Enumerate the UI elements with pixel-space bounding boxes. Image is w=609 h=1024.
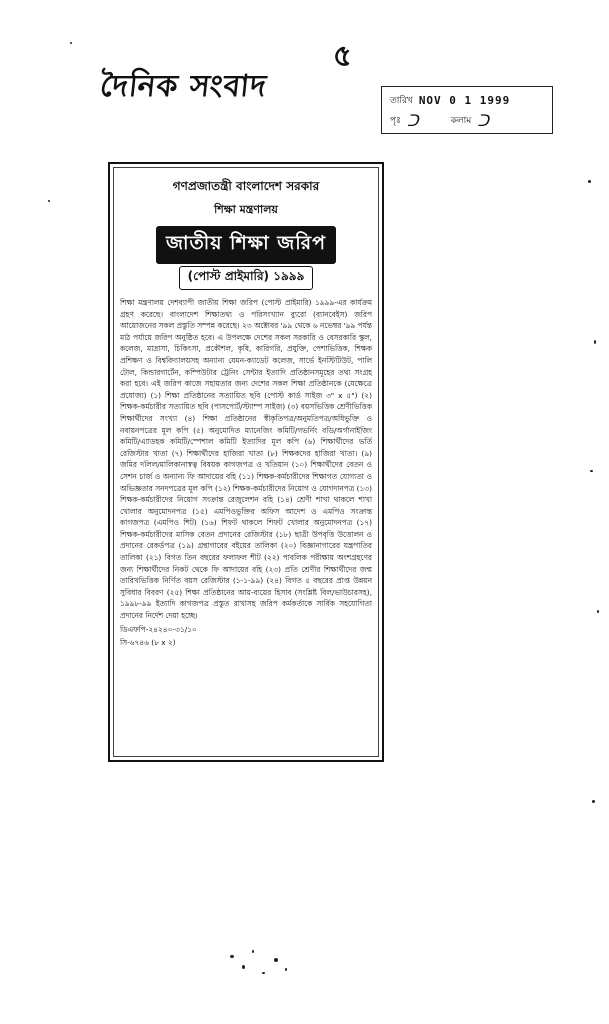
scan-speck [262, 972, 265, 974]
scan-speck [48, 200, 50, 202]
stamp-date-label: তারিখ [390, 95, 413, 106]
notice-title-block [120, 226, 372, 290]
notice-title: জাতীয় শিক্ষা জরিপ [156, 226, 336, 264]
notice-clipping [108, 162, 384, 762]
notice-ministry: শিক্ষা মন্ত্রণালয় [214, 203, 278, 216]
stamp-date-value: NOV 0 1 1999 [418, 93, 511, 107]
notice-content [120, 174, 372, 750]
notice-body: শিক্ষা মন্ত্রণালয় দেশব্যাপী জাতীয় শিক্ষা জরিপ (পোস্ট প্রাইমারি) ১৯৯৯-এর কার্যক্রম গ্রহণ করেছে। বাংলাদেশ শিক্ষাতথ্য ও পরিসংখ্যান ব্যুরো (ব্যানবেইস) জরিপ আয়োজনের সকল প্রস্তুতি সম্পন্ন করেছে। ২৩ অক্টোবর '৯৯ থেকে ৬ নভেম্বর '৯৯ পর্যন্ত মাঠ পর্যায়ে জরিপ অনুষ্ঠিত হবে। এ উপলক্ষে দেশের সকল সরকারি ও বেসরকারি স্কুল, কলেজ, মাদ্রাসা, চিকিৎসা, প্রকৌশল, কৃষি, কারিগরি, প্রযুক্তি, পেশাভিত্তিক, শিক্ষক প্রশিক্ষণ ও বিশ্ববিদ্যালয়সহ অন্যান্য যেমন-ক্যাডেট কলেজ, সার্ভে ইনস্টিটিউট, পালি টোল, কিন্ডারগার্টেন, কম্পিউটার ট্রেনিং সেন্টার ইত্যাদি প্রতিষ্ঠানসমূহের তথ্য সংগ্রহ করা হবে। এই জরিপ কাজে সহায়তার জন্য দেশের সকল শিক্ষা প্রতিষ্ঠানকে (যেক্ষেত্রে প্রযোজ্য) (১) শিক্ষা প্রতিষ্ঠানের সত্যায়িত ছবি (পোস্ট কার্ড সাইজ ৩" x ৫") (২) শিক্ষক-কর্মচারীর সত্যায়িত ছবি (পাসপোর্ট/স্ট্যাম্প সাইজ) (৩) বয়সভিত্তিক শ্রেণীভিত্তিক শিক্ষার্থীদের সংখ্যা (৪) শিক্ষা প্রতিষ্ঠানের স্বীকৃতিপত্র/অনুমতিপত্র/অধিভুক্তি ও নবায়নপত্রের মূল কপি (৫) অনুমোদিত ম্যানেজিং কমিটি/গভর্নিং বডি/অর্গানাইজিং কমিটি/এ্যাডহক কমিটি/স্পেশাল কমিটি ইত্যাদির মূল কপি (৬) শিক্ষার্থীদের ভর্তি রেজিস্টার খাতা (৭) শিক্ষার্থীদের হাজিরা খাতা (৮) শিক্ষকদের হাজিরা খাতা। (৯) জমির দলিল/মালিকানাস্বত্ব বিষয়ক কাগজপত্র ও খতিয়ান (১০) শিক্ষার্থীদের বেতন ও সেশন চার্জ ও অন্যান্য ফি আদায়ের বহি (১১) শিক্ষক-কর্মচারীদের শিক্ষাগত যোগ্যতা ও অভিজ্ঞতার সনদপত্রের মূল কপি (১২) শিক্ষক-কর্মচারীদের নিয়োগ ও যোগদানপত্র (১৩) শিক্ষক-কর্মচারীদের নিয়োগ সংক্রান্ত রেজুলেশন বহি (১৪) শ্রেণী শাখা থাকলে শাখা খোলার অনুমোদনপত্র (১৫) এমপিওভুক্তির অফিস আদেশ ও এমপিও সংক্রান্ত কাগজপত্র (এমপিও শিট) (১৬) শিফট থাকলে শিফট খোলার অনুমোদনপত্র (১৭) শিক্ষক-কর্মচারীদের মাসিক বেতন প্রদানের রেজিস্টার (১৮) ছাত্রী উপবৃত্তি উত্তোলন ও প্রদানের রেকর্ডপত্র (১৯) গ্রন্থাগারের বইয়ের তালিকা (২০) বিজ্ঞানাগারের যন্ত্রপাতির তালিকা (২১) বিগত তিন বছরের ফলাফল শীট (২২) পাবলিক পরীক্ষায় অংশগ্রহণের জন্য শিক্ষার্থীদের নিকট থেকে ফি আদায়ের বহি (২৩) প্রতি শ্রেণীর শিক্ষার্থীদের জন্ম তারিখভিত্তিক নির্ণিত বয়স রেজিস্টার (১-১-৯৯) (২৪) বিগত ৫ বছরের প্রাপ্ত উন্নয়ন সুবিধার বিবরণ (২৫) শিক্ষা প্রতিষ্ঠানের আয়-ব্যয়ের হিসাব (সংশ্লিষ্ট বিল/ভাউচারসহ), ১৯৯৮-৯৯ ইত্যাদি কাগজপত্র প্রস্তুত রাখাসহ জরিপ কর্মকর্তাকে সার্বিক সহযোগিতা প্রদানের নির্দেশ দেয়া হচ্ছে। [120, 298, 372, 621]
notice-subtitle: (পোস্ট প্রাইমারি) ১৯৯৯ [179, 266, 314, 290]
notice-issuer: গণপ্রজাতন্ত্রী বাংলাদেশ সরকার [172, 179, 320, 193]
scan-speck [592, 800, 595, 803]
notice-reference-dfp: ডিএফপি-২৪২৪০-৩১/১০ [120, 624, 197, 634]
scan-speck [274, 958, 278, 962]
scan-speck [588, 180, 591, 183]
scan-speck [242, 965, 245, 969]
scan-speck [230, 955, 234, 958]
scan-speck [252, 950, 254, 953]
archive-date-stamp [381, 86, 553, 134]
stamp-page-value: ᑐ [406, 110, 419, 130]
stamp-column-value: ᑐ [477, 110, 489, 130]
scan-speck [597, 610, 599, 613]
stamp-date-row [390, 91, 546, 109]
scan-speck [70, 42, 72, 44]
scan-speck [594, 340, 596, 344]
stamp-page-row [390, 111, 546, 129]
stamp-column-label: কলাম [450, 115, 472, 126]
scan-speck [590, 470, 593, 472]
newspaper-masthead: দৈনিক সংবাদ [98, 69, 269, 104]
stamp-page-label: পৃঃ [390, 115, 401, 126]
scan-speck [285, 968, 287, 971]
handwritten-page-number: ৫ [330, 37, 355, 76]
notice-reference-c: সি-৬৭৪৬ (৮ x ২) [120, 637, 176, 647]
